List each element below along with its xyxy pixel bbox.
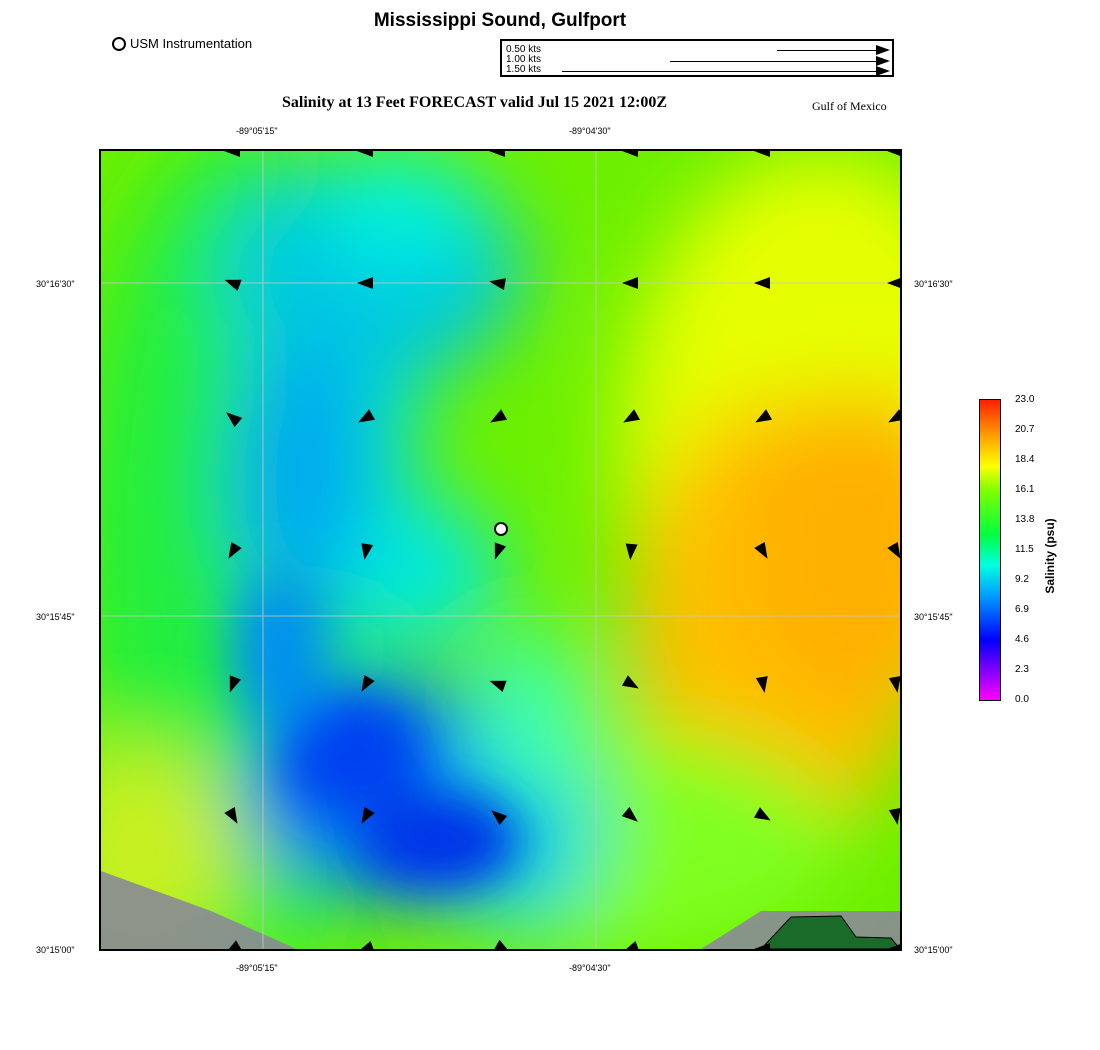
lat-label-right: 30°15'45" xyxy=(914,612,953,622)
colorbar-tick-label: 11.5 xyxy=(1015,544,1034,555)
arrowhead-icon xyxy=(876,45,890,55)
lat-label-right: 30°15'00" xyxy=(914,945,953,955)
speed-scale-label: 1.00 kts xyxy=(506,54,542,65)
salinity-field xyxy=(101,151,900,949)
station-marker-icon xyxy=(112,37,126,51)
speed-scale-legend xyxy=(500,39,894,77)
salinity-map[interactable] xyxy=(99,149,902,951)
colorbar-tick-label: 2.3 xyxy=(1015,664,1029,675)
lon-label-bottom: -89°04'30" xyxy=(569,963,611,973)
arrowhead-icon xyxy=(876,66,890,76)
salinity-colorbar xyxy=(979,399,1001,701)
colorbar-tick-label: 0.0 xyxy=(1015,694,1029,705)
region-label: Gulf of Mexico xyxy=(812,99,887,113)
speed-scale-label: 0.50 kts xyxy=(506,44,542,55)
station-legend xyxy=(112,36,252,51)
colorbar-tick-label: 16.1 xyxy=(1015,484,1035,495)
speed-scale-label: 1.50 kts xyxy=(506,64,542,75)
colorbar-tick-label: 13.8 xyxy=(1015,514,1035,525)
lon-label-bottom: -89°05'15" xyxy=(236,963,278,973)
lon-label-top: -89°04'30" xyxy=(569,126,611,136)
lat-label-right: 30°16'30" xyxy=(914,279,953,289)
speed-scale-arrow xyxy=(670,61,881,62)
lon-label-top: -89°05'15" xyxy=(236,126,278,136)
station-marker[interactable] xyxy=(495,523,507,535)
colorbar-tick-label: 6.9 xyxy=(1015,604,1029,615)
colorbar-title: Salinity (psu) xyxy=(1043,518,1057,594)
speed-scale-arrow xyxy=(777,50,881,51)
speed-scale-arrow xyxy=(562,71,881,72)
colorbar-tick-label: 18.4 xyxy=(1015,454,1035,465)
colorbar-tick-label: 9.2 xyxy=(1015,574,1029,585)
colorbar-tick-label: 23.0 xyxy=(1015,394,1035,405)
colorbar-tick-label: 20.7 xyxy=(1015,424,1035,435)
lat-label-left: 30°15'00" xyxy=(36,945,75,955)
lat-label-left: 30°15'45" xyxy=(36,612,75,622)
colorbar-tick-label: 4.6 xyxy=(1015,634,1029,645)
arrowhead-icon xyxy=(876,56,890,66)
station-legend-label: USM Instrumentation xyxy=(130,36,253,51)
forecast-subtitle: Salinity at 13 Feet FORECAST valid Jul 15 2021 12:00Z xyxy=(282,94,668,111)
map-title: Mississippi Sound, Gulfport xyxy=(373,10,627,31)
lat-label-left: 30°16'30" xyxy=(36,279,75,289)
